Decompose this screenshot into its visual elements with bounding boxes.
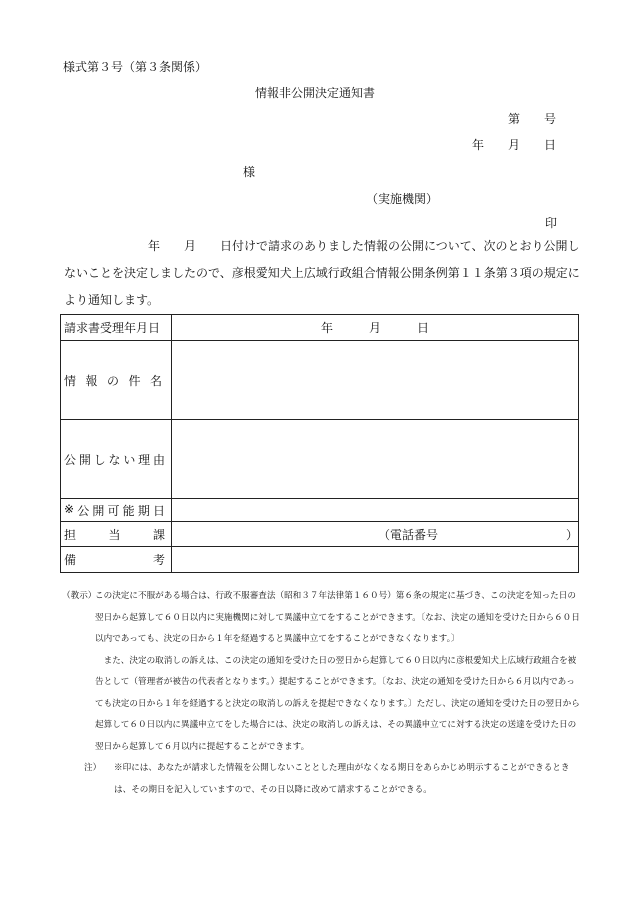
note-text: ※印には、あなたが請求した情報を公開しないこととした理由がなくなる期日をあらかじめ明示することができるときは、その期日を記入していますので、その日以降に改めて請求することができる。 xyxy=(114,763,570,795)
row-remarks xyxy=(61,547,579,573)
label-department-text: 担 当 課 xyxy=(64,527,165,542)
value-available-date xyxy=(172,499,579,522)
label-available-date-text: ※ 公 開 可 能 期 日 xyxy=(64,501,165,518)
seal-mark: 印 xyxy=(545,216,558,230)
phone-close-paren: ） xyxy=(566,528,579,542)
row-subject xyxy=(61,341,579,420)
instruction-label: （教示） xyxy=(62,591,97,601)
note-label: 注） xyxy=(84,763,102,773)
row-department xyxy=(61,522,579,547)
label-reason xyxy=(61,420,172,499)
label-remarks-text: 備 考 xyxy=(64,553,165,567)
addressee-suffix: 様 xyxy=(243,165,256,179)
form-number: 様式第３号（第３条関係） xyxy=(63,60,208,74)
phone-label: （電話番号 xyxy=(378,528,439,542)
label-subject xyxy=(61,341,172,420)
value-department xyxy=(172,522,579,547)
value-reason xyxy=(172,420,579,499)
document-number-line: 第 号 xyxy=(508,112,557,126)
label-receipt-date: 請求書受理年月日 xyxy=(61,315,172,341)
agency-label: （実施機関） xyxy=(366,192,439,206)
row-available-date xyxy=(61,499,579,522)
label-remarks xyxy=(61,547,172,573)
document-title: 情報非公開決定通知書 xyxy=(254,86,375,100)
row-reason xyxy=(61,420,579,499)
instruction-para-2: また、決定の取消しの訴えは、この決定の通知を受けた日の翌日から起算して６０日以内に彦根愛知犬上広域行政組合を被告として（管理者が被告の代表者となります。）提起することができます。〔なお、決定の通知を受けた日から６月以内であっても決定の日から１年を経過すると決定の取消しの訴えを提起できなくなります。〕ただし、決定の通知を受けた日の翌日から起算して６０日以内に異議申立てをした場合には、決定の取消しの訴えは、その異議申立てに対する決定の送達を受けた日の翌日から起算して６月以内に提起することができます。 xyxy=(95,655,580,752)
label-subject-text: 情 報 の 件 名 xyxy=(64,373,162,388)
value-subject xyxy=(172,341,579,420)
label-department xyxy=(61,522,172,547)
row-receipt-date xyxy=(61,315,579,341)
notes-section xyxy=(62,586,582,801)
value-remarks xyxy=(172,547,579,573)
issue-date-line: 年 月 日 xyxy=(472,138,557,152)
value-receipt-date: 年 月 日 xyxy=(172,315,579,341)
instruction-para-1: この決定に不服がある場合は、行政不服審査法（昭和３７年法律第１６０号）第６条の規定に基づき、この決定を知った日の翌日から起算して６０日以内に実施機関に対して異議申立てをすることができます。〔なお、決定の通知を受けた日から６０日以内であっても、決定の日から１年を経過すると異議申立てをすることができなくなります。〕 xyxy=(95,591,580,644)
info-table xyxy=(60,314,579,573)
notice-paragraph: 年 月 日付けで請求のありました情報の公開について、次のとおり公開しないことを決定しましたので、彦根愛知犬上広域行政組合情報公開条例第１１条第３項の規定により通知します。 xyxy=(64,239,580,307)
label-available-date xyxy=(61,499,172,522)
label-reason-text: 公 開 し な い 理 由 xyxy=(64,452,165,467)
